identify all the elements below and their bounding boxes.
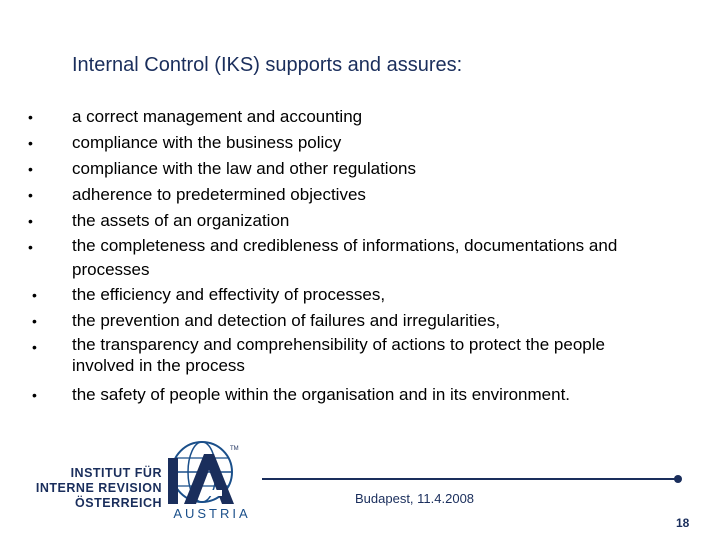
footer-divider [262, 478, 680, 480]
footer-date: Budapest, 11.4.2008 [355, 491, 475, 506]
bullet-item [28, 182, 708, 208]
bullet-item [28, 382, 708, 408]
bullet-text: the completeness and credibleness of informations, documentations and processes [72, 236, 618, 279]
bullet-symbol: • [28, 109, 33, 125]
bullet-text: the prevention and detection of failures and irregularities, [72, 311, 501, 330]
bullet-item [28, 282, 708, 308]
logo-institute-text [28, 466, 162, 511]
bullet-list [28, 104, 708, 408]
bullet-symbol: • [32, 313, 37, 329]
bullet-symbol: • [32, 287, 37, 303]
page-number: 18 [676, 516, 690, 530]
bullet-item [28, 308, 708, 334]
slide-title: Internal Control (IKS) supports and assures: [72, 54, 463, 76]
bullet-text: a correct management and accounting [72, 107, 363, 126]
bullet-symbol: • [28, 161, 33, 177]
logo-line: ÖSTERREICH [75, 496, 162, 510]
bullet-symbol: • [28, 135, 33, 151]
bullet-text: the safety of people within the organisation and in its environment. [72, 385, 571, 404]
bullet-text: the assets of an organization [72, 211, 290, 230]
bullet-item [28, 334, 708, 376]
bullet-item [28, 130, 708, 156]
bullet-symbol: • [32, 339, 37, 355]
bullet-symbol: • [32, 387, 37, 403]
logo-line: INTERNE REVISION [35, 481, 162, 495]
bullet-text: compliance with the business policy [72, 133, 342, 152]
bullet-text: the transparency and comprehensibility of actions to protect the people involved in the process [72, 335, 605, 375]
bullet-item [28, 156, 708, 182]
bullet-text: adherence to predetermined objectives [72, 185, 366, 204]
bullet-item [28, 234, 708, 282]
bullet-item [28, 208, 708, 234]
logo-austria-text: AUSTRIA [173, 506, 251, 521]
bullet-symbol: • [28, 187, 33, 203]
bullet-text: the efficiency and effectivity of processes, [72, 285, 386, 304]
bullet-symbol: • [28, 239, 33, 255]
bullet-text: compliance with the law and other regulations [72, 159, 416, 178]
bullet-item [28, 104, 708, 130]
trademark-mark: TM [230, 446, 239, 452]
logo-line: INSTITUT FÜR [70, 466, 162, 480]
footer-divider-dot [674, 475, 682, 483]
bullet-symbol: • [28, 213, 33, 229]
